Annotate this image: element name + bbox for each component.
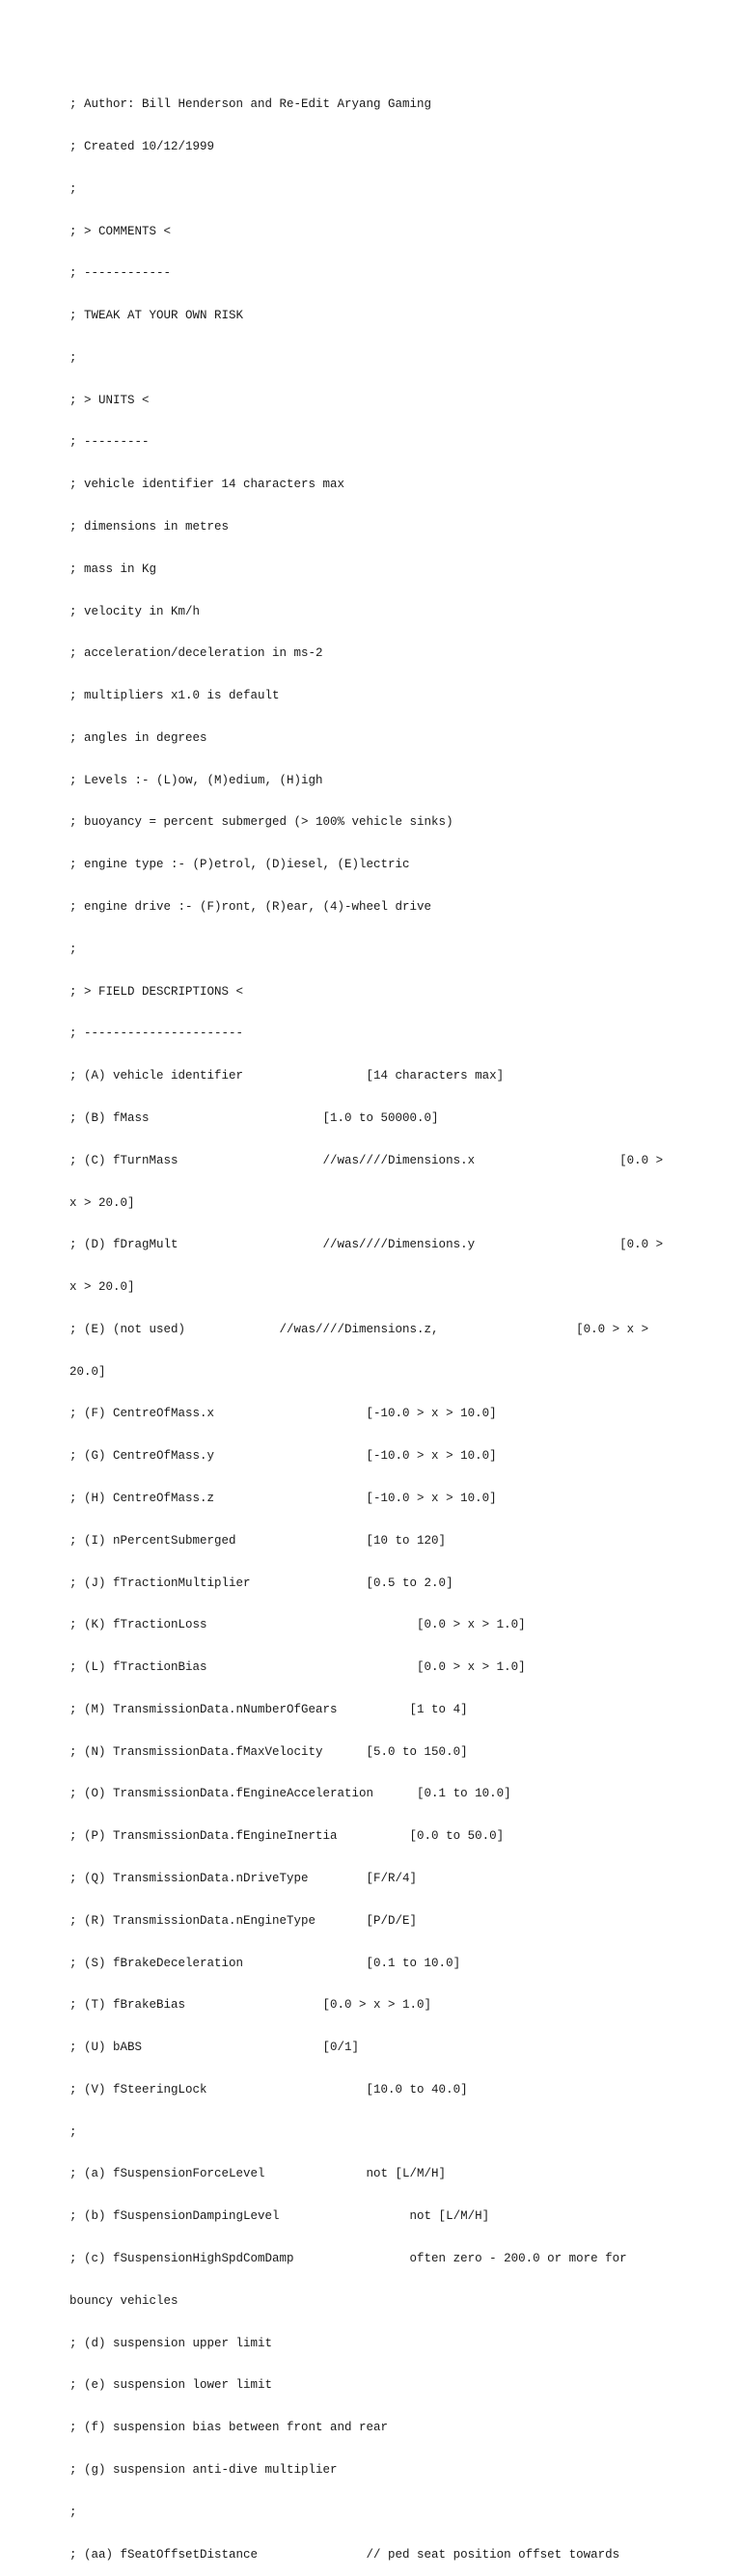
- doc-line: ; (I) nPercentSubmerged [10 to 120]: [69, 1533, 447, 1548]
- doc-line: ; buoyancy = percent submerged (> 100% vehicle sinks): [69, 815, 453, 830]
- doc-line: ; engine drive :- (F)ront, (R)ear, (4)-wheel drive: [69, 900, 432, 915]
- doc-line: 20.0]: [69, 1364, 106, 1379]
- doc-line: ; (V) fSteeringLock [10.0 to 40.0]: [69, 2082, 468, 2096]
- doc-line: ;: [69, 2505, 77, 2519]
- doc-line: ; (S) fBrakeDeceleration [0.1 to 10.0]: [69, 1956, 461, 1970]
- doc-line: ; > UNITS <: [69, 393, 150, 407]
- doc-line: ; (aa) fSeatOffsetDistance // ped seat position offset towards: [69, 2547, 620, 2562]
- doc-line: ;: [69, 942, 77, 956]
- doc-line: ; > COMMENTS <: [69, 224, 172, 238]
- doc-line: ; velocity in Km/h: [69, 604, 201, 618]
- doc-line: ; vehicle identifier 14 characters max: [69, 478, 345, 492]
- doc-line: ; engine type :- (P)etrol, (D)iesel, (E)lectric: [69, 858, 410, 872]
- doc-line: ; (g) suspension anti-dive multiplier: [69, 2462, 338, 2477]
- doc-line: ; TWEAK AT YOUR OWN RISK: [69, 309, 244, 323]
- doc-line: ; Created 10/12/1999: [69, 139, 215, 153]
- doc-line: ; (L) fTractionBias [0.0 > x > 1.0]: [69, 1660, 526, 1675]
- doc-line: ; (E) (not used) //was////Dimensions.z, [0.0 > x >: [69, 1322, 649, 1336]
- doc-line: ; (J) fTractionMultiplier [0.5 to 2.0]: [69, 1576, 453, 1590]
- doc-line: ; (G) CentreOfMass.y [-10.0 > x > 10.0]: [69, 1449, 497, 1464]
- config-comment-document: [69, 69, 677, 2576]
- doc-line: bouncy vehicles: [69, 2293, 178, 2308]
- doc-line: ; (M) TransmissionData.nNumberOfGears [1 to 4]: [69, 1702, 468, 1716]
- doc-line: ; (f) suspension bias between front and rear: [69, 2421, 389, 2435]
- doc-line: ; Author: Bill Henderson and Re-Edit Aryang Gaming: [69, 97, 432, 112]
- doc-line: ;: [69, 350, 77, 365]
- doc-line: x > 20.0]: [69, 1280, 135, 1295]
- doc-line: ; ---------: [69, 435, 150, 450]
- doc-line: ; (a) fSuspensionForceLevel not [L/M/H]: [69, 2167, 447, 2181]
- doc-line: ; (N) TransmissionData.fMaxVelocity [5.0 to 150.0]: [69, 1744, 468, 1759]
- doc-line: x > 20.0]: [69, 1195, 135, 1210]
- doc-line: ; ------------: [69, 266, 172, 281]
- doc-line: ; (K) fTractionLoss [0.0 > x > 1.0]: [69, 1618, 526, 1632]
- doc-line: ;: [69, 2124, 77, 2139]
- doc-line: ; (Q) TransmissionData.nDriveType [F/R/4]: [69, 1872, 418, 1885]
- doc-line: ; (F) CentreOfMass.x [-10.0 > x > 10.0]: [69, 1407, 497, 1421]
- doc-line: ; multipliers x1.0 is default: [69, 689, 280, 703]
- doc-line: ; (H) CentreOfMass.z [-10.0 > x > 10.0]: [69, 1491, 497, 1505]
- doc-line: ; (D) fDragMult //was////Dimensions.y [0.0 >: [69, 1238, 664, 1252]
- doc-line: ; (d) suspension upper limit: [69, 2336, 273, 2350]
- doc-line: ; acceleration/deceleration in ms-2: [69, 646, 323, 661]
- doc-line: ; ----------------------: [69, 1027, 244, 1041]
- doc-line: ; (A) vehicle identifier [14 characters max]: [69, 1069, 505, 1083]
- doc-line: ; (B) fMass [1.0 to 50000.0]: [69, 1110, 439, 1125]
- doc-line: ; dimensions in metres: [69, 520, 230, 534]
- doc-line: ; (b) fSuspensionDampingLevel not [L/M/H]: [69, 2209, 490, 2224]
- doc-line: ; (T) fBrakeBias [0.0 > x > 1.0]: [69, 1998, 432, 2013]
- doc-line: ; mass in Kg: [69, 562, 157, 576]
- doc-line: ; (O) TransmissionData.fEngineAcceleration [0.1 to 10.0]: [69, 1787, 511, 1801]
- doc-line: ;: [69, 181, 77, 196]
- doc-line: ; (U) bABS [0/1]: [69, 2041, 360, 2055]
- doc-line: ; > FIELD DESCRIPTIONS <: [69, 984, 244, 999]
- doc-line: ; (P) TransmissionData.fEngineInertia [0.0 to 50.0]: [69, 1829, 505, 1844]
- doc-line: ; angles in degrees: [69, 730, 207, 745]
- doc-line: ; (C) fTurnMass //was////Dimensions.x [0.0 >: [69, 1153, 664, 1167]
- doc-line: ; (e) suspension lower limit: [69, 2378, 273, 2393]
- doc-line: ; Levels :- (L)ow, (M)edium, (H)igh: [69, 773, 323, 787]
- doc-line: ; (R) TransmissionData.nEngineType [P/D/E]: [69, 1913, 418, 1928]
- doc-line: ; (c) fSuspensionHighSpdComDamp often zero - 200.0 or more for: [69, 2252, 627, 2266]
